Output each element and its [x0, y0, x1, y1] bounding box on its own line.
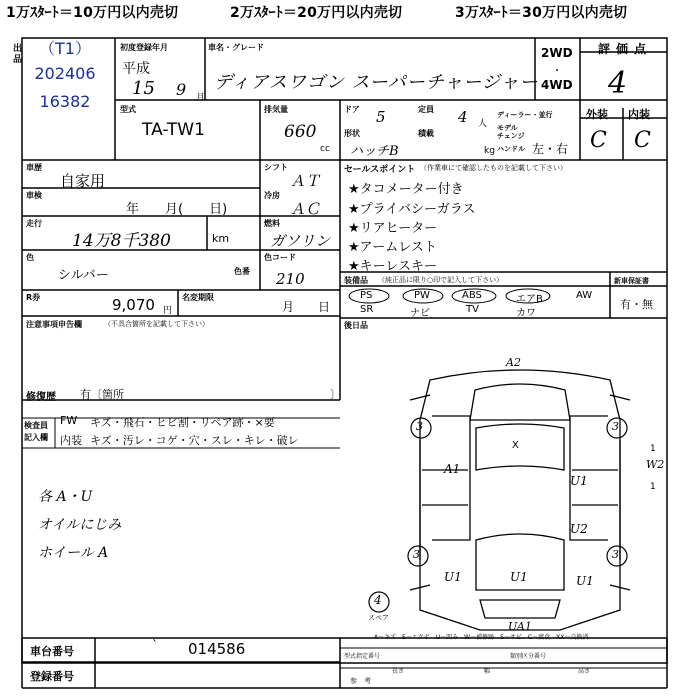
- mark-w2: W2: [646, 458, 665, 471]
- mark-tire: 3: [416, 420, 423, 433]
- color-code-label: 色コード: [264, 253, 296, 262]
- chassis-label: 車台番号: [30, 645, 74, 658]
- note-line: オイルにじみ: [38, 517, 122, 533]
- inspection-label: 車検: [26, 191, 42, 200]
- fuel-value: ガソリン: [270, 232, 331, 250]
- rear-items-label: 後日品: [344, 321, 368, 330]
- inspector-interior: 内装: [60, 434, 82, 447]
- equipment-sub: （純正品に限り○印で記入して下さい）: [378, 276, 504, 284]
- inspector-row1: キズ・飛石・ヒビ割・リペア跡・×要: [90, 416, 275, 429]
- color-code-value: 210: [276, 270, 305, 288]
- handle-value: 左・右: [532, 142, 569, 156]
- model-value: TA-TW1: [142, 120, 205, 140]
- equip-aw: AW: [576, 290, 593, 301]
- footer-height: 高さ: [578, 668, 591, 675]
- inspection-value: 年 月( 日): [126, 202, 228, 217]
- displacement-unit: cc: [320, 144, 330, 154]
- sales-point: ★アームレスト: [348, 240, 437, 255]
- displacement-label: 排気量: [264, 105, 288, 114]
- model-label: 型式: [120, 105, 136, 114]
- equip-abs: ABS: [462, 290, 482, 301]
- dealer-label: ディーラー・並行: [497, 111, 553, 119]
- mark-bottom: U1: [510, 570, 528, 584]
- mark-bottom: UA1: [508, 620, 532, 633]
- chassis-mark: `: [152, 638, 158, 652]
- equip-pw: PW: [414, 290, 430, 301]
- shape-value: ハッチB: [350, 144, 399, 159]
- recycle-unit: 円: [163, 306, 173, 316]
- note-line: ホイール A: [38, 545, 109, 561]
- color-number-label: 色番: [234, 267, 250, 276]
- banner-rule-1: 1万ｽﾀｰﾄ＝10万円以内売切: [6, 5, 179, 21]
- footer-length: 長さ: [392, 668, 405, 675]
- lot-date: 202406: [34, 64, 96, 83]
- inspector-row2: キズ・汚レ・コゲ・穴・スレ・キレ・破レ: [90, 434, 299, 447]
- mark-right: U1: [570, 474, 588, 488]
- shift-value: ＡＴ: [290, 172, 321, 190]
- capacity-unit: 人: [478, 119, 488, 129]
- new-warranty-label: 新車保証書: [614, 277, 649, 285]
- damage-legend: A－キズ E－エクボ U－凹み W－補修跡 S－サビ C－腐食 XX－交換済: [374, 634, 589, 641]
- int-grade: C: [634, 128, 651, 153]
- use-label: 車歴: [26, 163, 42, 172]
- mileage-value: 14万8千380: [72, 231, 171, 251]
- fuel-label: 燃料: [264, 219, 280, 228]
- banner-rule-2: 2万ｽﾀｰﾄ＝20万円以内売切: [230, 5, 403, 21]
- car-name-label: 車名・グレード: [208, 43, 264, 52]
- spare-label: スペア: [368, 614, 389, 622]
- equip-leather: カワ: [516, 308, 536, 319]
- footer-width: 幅: [484, 668, 491, 675]
- new-warranty-value: 有・無: [620, 298, 653, 311]
- lot-tag: （T1）: [39, 39, 91, 58]
- score-value: 4: [608, 66, 628, 101]
- reg-month-suffix: 月: [196, 93, 206, 103]
- footer-class-label: 類別区分番号: [510, 653, 547, 660]
- name-change-label: 名変期限: [182, 293, 214, 302]
- use-value: 自家用: [60, 172, 106, 190]
- reg-month: 9: [176, 80, 187, 99]
- inspector-label: 検査員: [24, 421, 48, 430]
- sales-point: ★プライバシーガラス: [348, 202, 476, 217]
- banner-rule-3: 3万ｽﾀｰﾄ＝30万円以内売切: [455, 5, 628, 21]
- equip-navi: ナビ: [410, 308, 430, 319]
- mark-x: X: [512, 440, 519, 451]
- notes-label: 注意事項申告欄: [26, 320, 82, 329]
- ext-grade: C: [590, 128, 607, 153]
- name-change-value: 月 日: [282, 300, 331, 314]
- model-change-label: モデル チェンジ: [497, 124, 525, 140]
- drive-sep: ・: [552, 66, 562, 77]
- registration-label: 登録番号: [30, 670, 74, 683]
- sales-point: ★リアヒーター: [348, 221, 438, 236]
- displacement-value: 660: [284, 122, 317, 142]
- note-line: 各 A・U: [38, 489, 93, 505]
- capacity-value: 4: [458, 108, 468, 126]
- reg-year: 15: [132, 78, 155, 99]
- sales-points-label: セールスポイント: [344, 165, 416, 175]
- mark-tire: 3: [612, 420, 619, 433]
- score-label: 評価点: [598, 42, 653, 56]
- recycle-label: R券: [26, 293, 41, 302]
- reg-year-label: 初度登録年月: [120, 43, 168, 52]
- recycle-value: 9,070: [112, 296, 155, 314]
- lot-number: 16382: [39, 92, 91, 111]
- sales-point: ★キーレスキー: [348, 259, 438, 274]
- footer-type-label: 型式指定番号: [344, 653, 381, 660]
- weight-unit: kg: [484, 146, 495, 156]
- shift-label: シフト: [264, 163, 288, 172]
- inspector-sub: 記入欄: [24, 433, 48, 442]
- load-label: 積載: [418, 129, 434, 138]
- equip-tv: TV: [466, 304, 479, 315]
- mark-left: A1: [444, 462, 461, 476]
- aircon-label: 冷房: [264, 191, 280, 200]
- equip-sr: SR: [360, 304, 374, 315]
- footer-ref: 参 考: [350, 677, 371, 685]
- sales-points-sub: （作業車にて確認したものを記載して下さい）: [420, 164, 567, 172]
- mark-top: A2: [506, 356, 521, 369]
- mark-bottom: U1: [444, 570, 462, 584]
- handle-label: ハンドル: [497, 145, 525, 153]
- repair-end: 〕: [330, 388, 341, 401]
- color-label: 色: [26, 253, 34, 262]
- mark-bottom: U1: [576, 574, 594, 588]
- shape-label: 形状: [344, 129, 360, 138]
- inspector-fw: FW: [60, 414, 78, 427]
- capacity-label: 定員: [418, 105, 434, 114]
- int-grade-label: 内装: [628, 108, 650, 121]
- mark-tire: 3: [413, 548, 420, 561]
- mark-tick: 1: [650, 482, 656, 492]
- mark-tick: 1: [650, 444, 656, 454]
- equip-airbag: エアB: [516, 294, 543, 305]
- reg-era: 平成: [122, 61, 150, 77]
- mark-spare: 4: [374, 593, 382, 607]
- drive-2wd: 2WD: [541, 46, 573, 60]
- chassis-value: 014586: [188, 640, 246, 658]
- doors-value: 5: [376, 108, 386, 126]
- drive-4wd: 4WD: [541, 78, 573, 92]
- equip-ps: PS: [360, 290, 373, 301]
- side-label: 出品: [13, 44, 23, 65]
- sales-point: ★タコメーター付き: [348, 182, 464, 197]
- notes-sub: （不具合箇所を記載して下さい）: [104, 320, 209, 328]
- mark-right: U2: [570, 522, 588, 536]
- doors-label: ドア: [344, 105, 360, 114]
- aircon-value: ＡＣ: [290, 200, 321, 218]
- ext-grade-label: 外装: [586, 108, 608, 121]
- equipment-label: 装備品: [344, 276, 368, 285]
- mileage-unit: km: [212, 232, 230, 245]
- car-name: ディアスワゴン スーパーチャージャー: [214, 72, 539, 93]
- mark-tire: 3: [612, 548, 619, 561]
- color-value: シルバー: [58, 268, 109, 283]
- mileage-label: 走行: [26, 219, 42, 228]
- repair-value: 有〔箇所: [80, 388, 124, 401]
- repair-label: 修復歴: [26, 392, 56, 403]
